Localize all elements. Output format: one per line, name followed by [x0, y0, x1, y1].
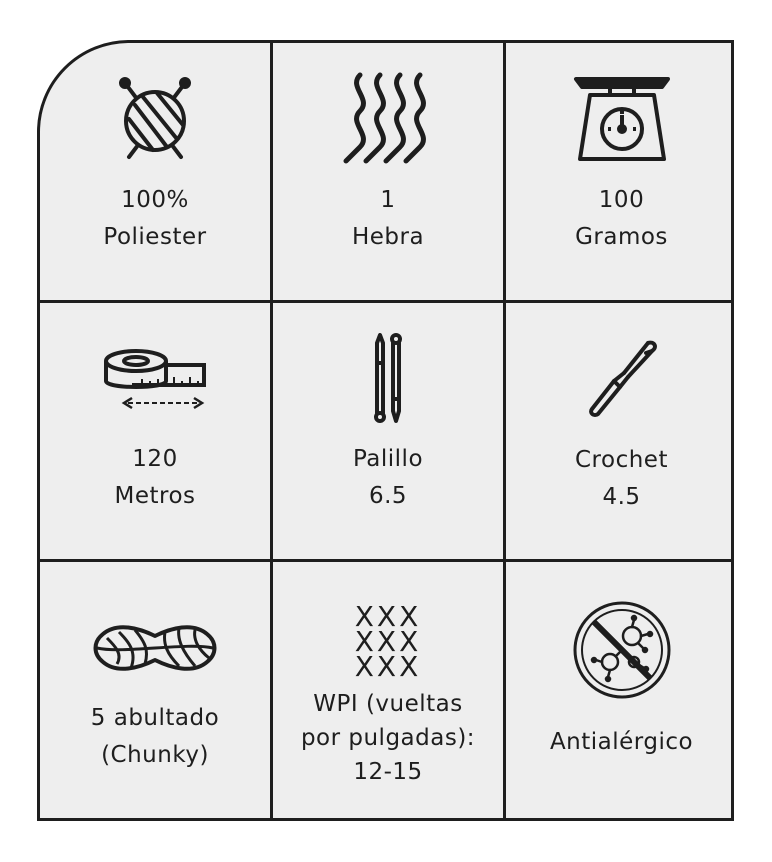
spec-label: Crochet	[575, 447, 668, 473]
spec-value: 100	[598, 187, 645, 213]
spec-cell-crochet-size	[506, 303, 734, 559]
stitch-row: XXX	[354, 600, 422, 633]
stitch-row: XXX	[354, 650, 422, 683]
spec-value: 120	[132, 446, 178, 472]
wavy-strands-icon	[273, 71, 503, 165]
spec-label-secondary: (Chunky)	[101, 742, 209, 768]
spec-cell-material	[40, 43, 270, 300]
kitchen-scale-icon	[506, 75, 734, 163]
spec-cell-yarn-weight	[40, 562, 270, 818]
spec-label: Gramos	[575, 224, 668, 250]
stitch-grid-icon	[273, 600, 503, 683]
yarn-specs-grid	[37, 40, 734, 821]
spec-cell-length	[40, 303, 270, 559]
spec-label: WPI (vueltas	[313, 691, 463, 717]
spec-value: 4.5	[602, 484, 641, 510]
no-germs-icon	[506, 600, 734, 700]
spec-value: 6.5	[368, 483, 408, 509]
spec-cell-wpi	[273, 562, 503, 818]
stitch-row: XXX	[354, 625, 422, 658]
spec-label-secondary: por pulgadas):	[300, 725, 476, 751]
spec-label: Hebra	[351, 224, 425, 250]
spec-cell-weight	[506, 43, 734, 300]
spec-value: 1	[380, 187, 396, 213]
spec-cell-hypoallergenic	[506, 562, 734, 818]
spec-label: Palillo	[352, 446, 424, 472]
spec-label: 5 abultado	[90, 705, 220, 731]
yarn-skein-icon	[40, 624, 270, 672]
knitting-needles-icon	[273, 333, 503, 425]
spec-label: Antialérgico	[549, 729, 694, 755]
spec-value: 100%	[121, 187, 189, 213]
spec-cell-needle-size	[273, 303, 503, 559]
crochet-hook-icon	[506, 339, 734, 419]
spec-label: Metros	[114, 483, 196, 509]
measuring-tape-icon	[40, 347, 270, 413]
spec-cell-ply	[273, 43, 503, 300]
yarn-ball-knitting-needles-icon	[40, 77, 270, 161]
spec-value: 12-15	[353, 759, 423, 785]
spec-label: Poliester	[103, 224, 207, 250]
